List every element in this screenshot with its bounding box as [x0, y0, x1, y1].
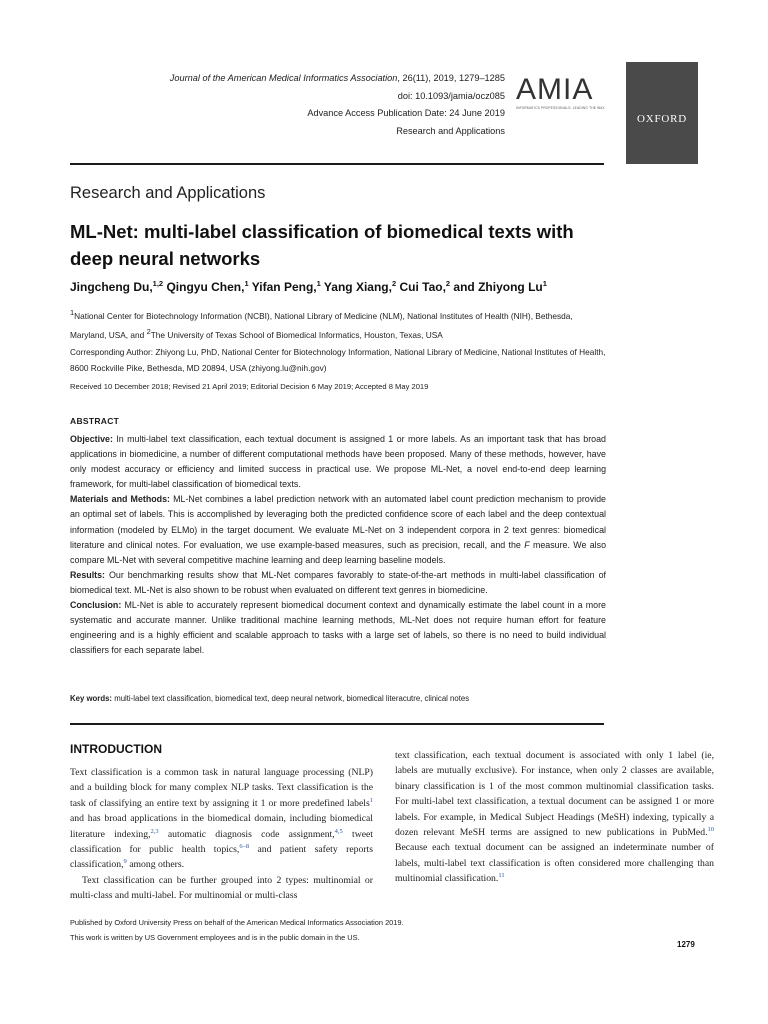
amia-logo: [516, 73, 616, 116]
keywords: Key words: multi-label text classification, biomedical text, deep neural network, biomedical literacutre, clinical notes: [70, 694, 470, 703]
citation-link[interactable]: 9: [123, 858, 127, 866]
access-date: Advance Access Publication Date: 24 June 2019: [307, 108, 505, 118]
intro-right-column: [395, 748, 714, 887]
citation-link[interactable]: 2,3: [150, 827, 159, 835]
abstract-objective: Objective: In multi-label text classification, each textual document is assigned 1 or more labels. As an important task that has broad applications in biomedicine, a number of different computational methods have been proposed. Many of these methods, however, have only modest accuracy or efficiency and limited success in practical use. We propose ML-Net, a novel end-to-end deep learning framework, for multi-label classification of biomedical texts.: [70, 434, 606, 490]
author[interactable]: Qingyu Chen,: [163, 280, 245, 294]
intro-paragraph: Text classification can be further grouped into 2 types: multinomial or multi-class and multi-label. For multinomial or multi-class: [70, 874, 373, 902]
abstract-results: Results: Our benchmarking results show that ML-Net compares favorably to state-of-the-art methods in multi-label classification of biomedical text. ML-Net is also shown to be robust when evaluated on different text genres in biomedicine.: [70, 569, 606, 595]
abstract-body: [70, 432, 606, 658]
citation-link[interactable]: 6–8: [239, 842, 250, 850]
author[interactable]: Jingcheng Du,: [70, 280, 153, 294]
received-dates: Received 10 December 2018; Revised 21 April 2019; Editorial Decision 6 May 2019; Accepted 8 May 2019: [70, 382, 429, 391]
citation-link[interactable]: 10: [707, 825, 714, 833]
citation-link[interactable]: 1: [369, 796, 373, 804]
journal-citation: Journal of the American Medical Informatics Association, 26(11), 2019, 1279–1285: [169, 73, 505, 83]
author[interactable]: Cui Tao,: [396, 280, 446, 294]
article-type: Research and Applications: [396, 125, 505, 136]
abstract-rule: [70, 723, 604, 725]
introduction-heading: INTRODUCTION: [70, 742, 162, 756]
citation-link[interactable]: 11: [498, 872, 505, 880]
page-number: 1279: [677, 940, 695, 949]
affiliations: $^1$National Center for Biotechnology Information (NCBI), National Library of Medicine (NLM), National Institutes of Health (NIH), Bethesda, Maryland, USA, and $^2$The University of Texas School of Biomedical Informatics, Houston, Texas, USA: [70, 308, 573, 341]
intro-paragraph: Text classification is a common task in natural language processing (NLP) and a building block for many complex NLP tasks. Text classification is the task of classifying an entire text by assigning it 1 or more predefined labels$^1$ and has broad applications in the biomedical domain, including biomedical literature indexing,$^{2,3}$ automatic diagnosis code assignment,$^{4,5}$ tweet classification for public health topics,$^{6-8}$ and patient safety reports classification,$^9$ among others.: [70, 767, 373, 871]
doi[interactable]: doi: 10.1093/jamia/ocz085: [397, 90, 505, 101]
author[interactable]: Yifan Peng,: [248, 280, 317, 294]
journal-header: [65, 70, 505, 140]
author[interactable]: and Zhiyong Lu: [450, 280, 543, 294]
author[interactable]: Yang Xiang,: [320, 280, 392, 294]
amia-logo-text: AMIA: [516, 73, 594, 106]
abstract-heading: ABSTRACT: [70, 416, 120, 426]
oxford-logo: [626, 62, 698, 164]
corresponding-author: Corresponding Author: Zhiyong Lu, PhD, National Center for Biotechnology Information, National Library of Medicine, National Institutes of Health, 8600 Rockville Pike, Bethesda, MD 20894, USA (zhiyong.lu@nih.gov): [70, 347, 606, 373]
section-heading: Research and Applications: [70, 184, 266, 202]
journal-name: Journal of the American Medical Informatics Association: [169, 73, 398, 83]
intro-paragraph: text classification, each textual document is associated with only 1 label (ie, labels are mutually exclusive). For instance, when only 2 classes are available, binary classification is 1 of the most common multinomial classification tasks. For multi-label text classification, a textual document can be assigned 1 or more labels. For example, in Medical Subject Headings (MeSH) indexing, typically a dozen relevant MeSH terms are assigned to new publications in PubMed.$^{10}$ Because each textual document can be assigned an indeterminate number of labels, multi-label text classification is often considered more challenging than multinomial classification.$^{11}$: [395, 750, 714, 885]
intro-left-column: [70, 765, 373, 904]
abstract-methods: Materials and Methods: ML-Net combines a label prediction network with an automated label count prediction mechanism to provide an optimal set of labels. This is accomplished by leveraging both the predicted confidence score of each label and the deep contextual information (modeled by ELMo) in the target document. We evaluate ML-Net on 3 independent corpora in 2 text genres: biomedical literature and clinical notes. For evaluation, we use example-based measures, such as precision, recall, and the F measure. We also compare ML-Net with several competitive machine learning and deep learning baseline models.: [70, 494, 607, 565]
header-rule: [70, 163, 604, 165]
amia-tagline: INFORMATICS PROFESSIONALS. LEADING THE WAY.: [516, 106, 606, 110]
publisher-footer: Published by Oxford University Press on behalf of the American Medical Informatics Association 2019. This work is written by US Government employees and is in the public domain in the US.: [70, 918, 404, 942]
author-list: Jingcheng Du,$^{1,2}$ Qingyu Chen,$^1$ Yifan Peng,$^1$ Yang Xiang,$^2$ Cui Tao,$^2$ and Zhiyong Lu$^1$: [70, 279, 547, 294]
citation-link[interactable]: 4,5: [334, 827, 343, 835]
article-title: ML-Net: multi-label classification of biomedical texts with deep neural networks: [70, 221, 574, 269]
oxford-logo-text: OXFORD: [636, 113, 688, 125]
abstract-conclusion: Conclusion: ML-Net is able to accurately represent biomedical document context and dynamically estimate the label count in a more systematic and accurate manner. Unlike traditional machine learning methods, ML-Net does not require human effort for feature engineering and is a highly efficient and scalable approach to tasks with a large set of labels, so there is no need to build individual classifiers for each separate label.: [70, 600, 606, 656]
